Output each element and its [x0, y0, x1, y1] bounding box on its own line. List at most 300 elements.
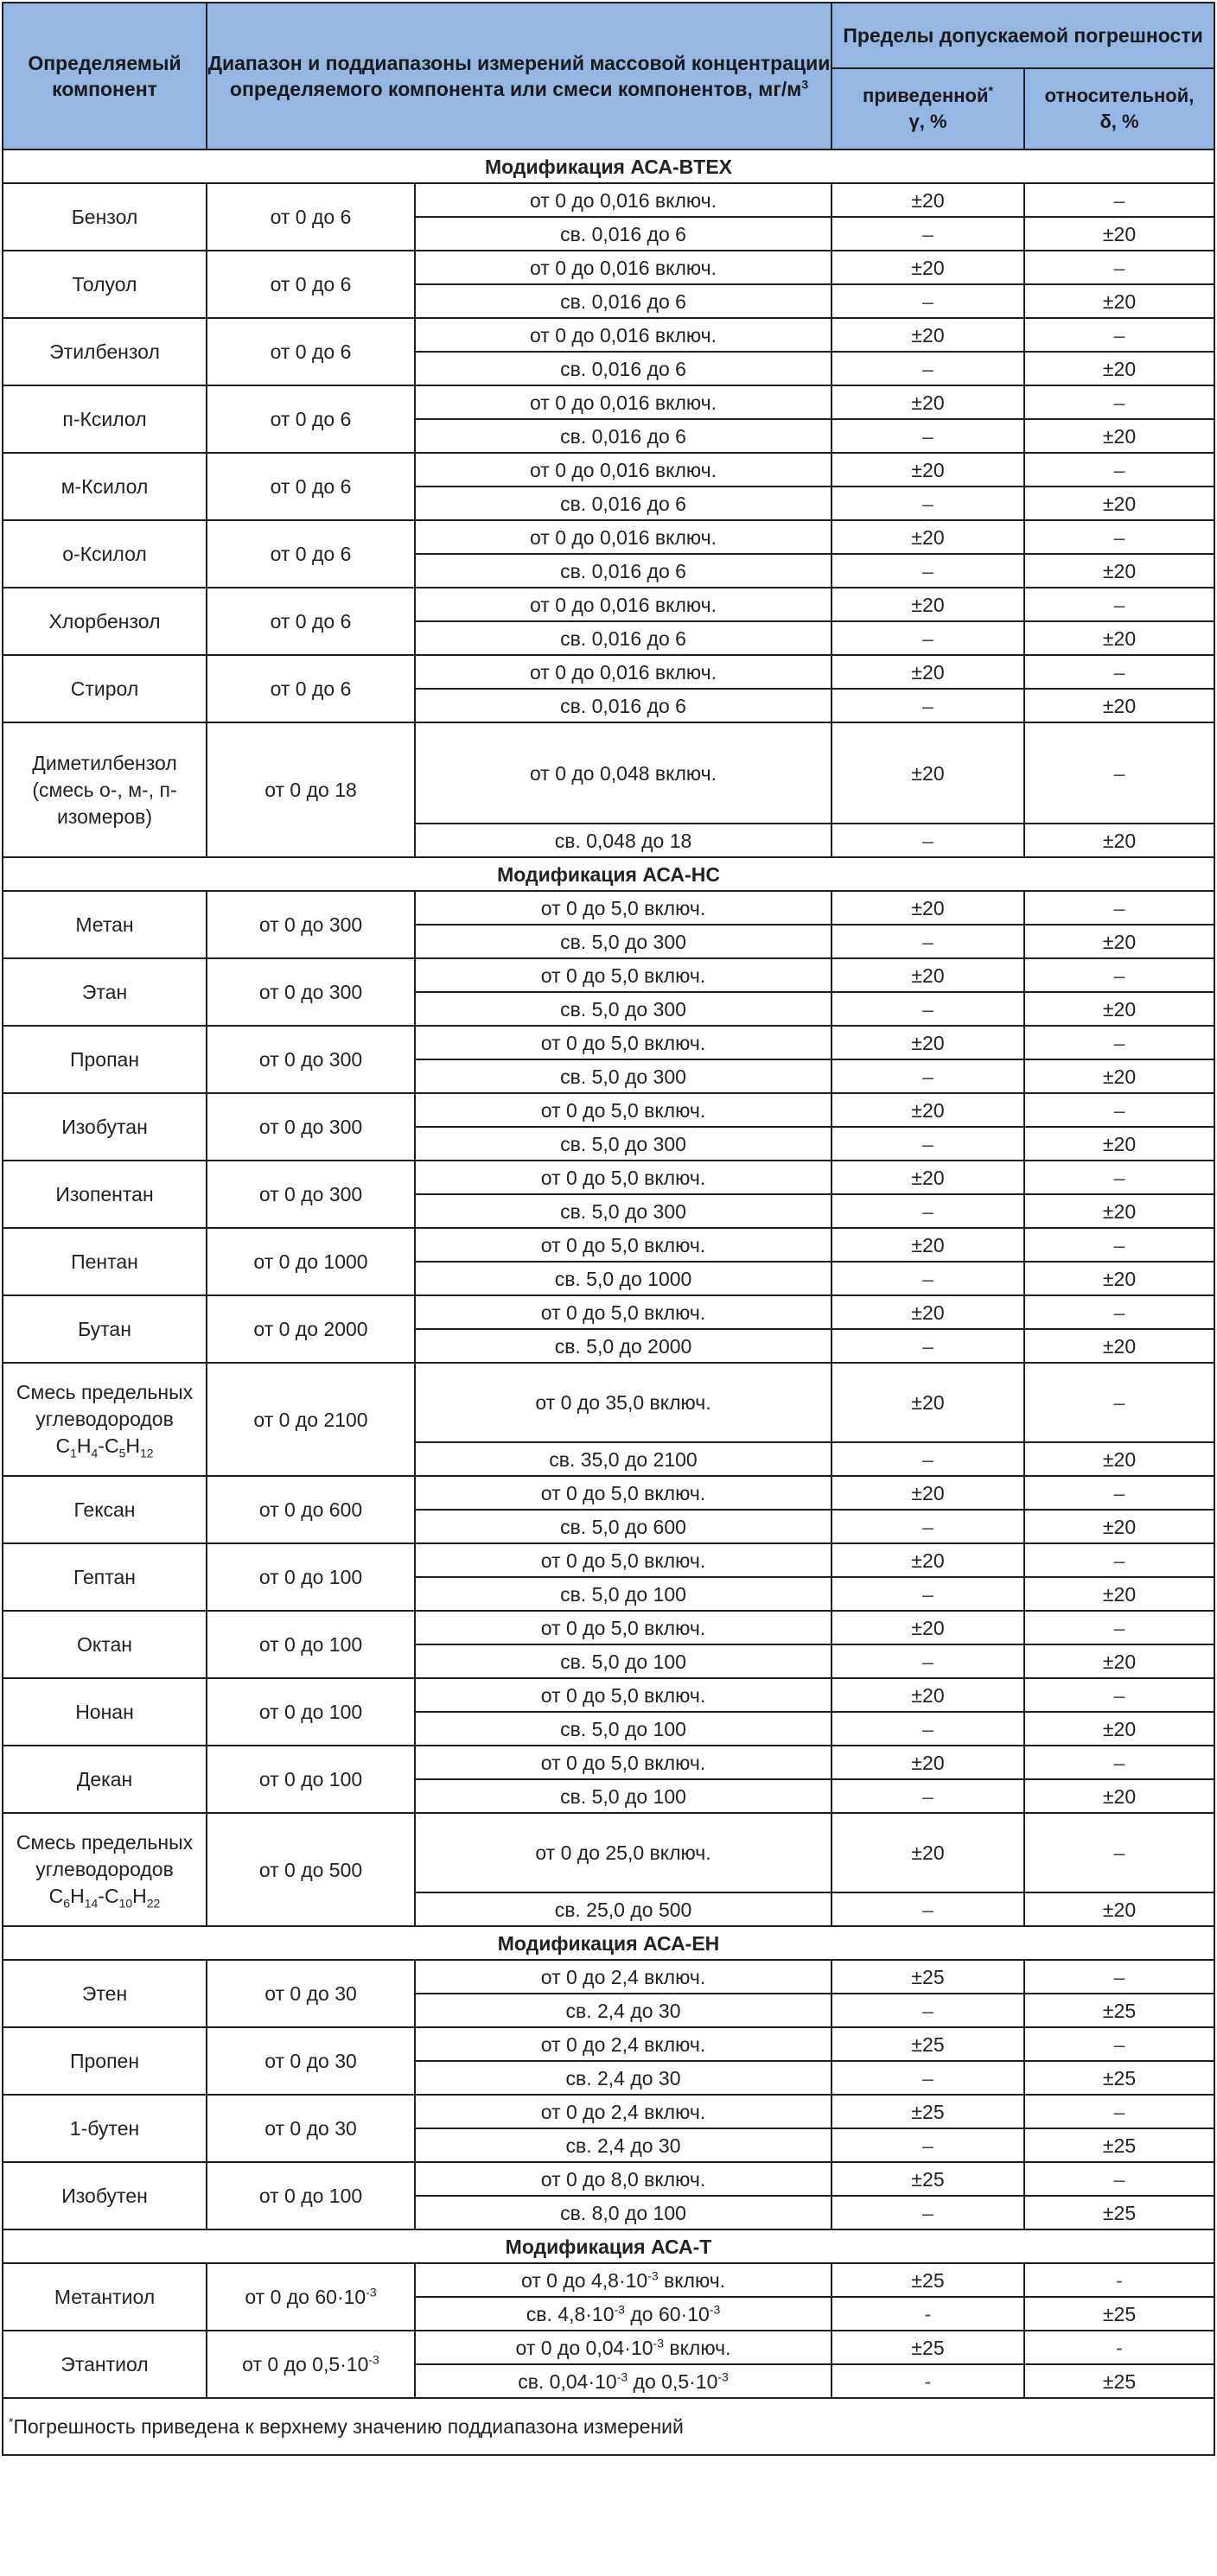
subrange-cell [415, 453, 832, 487]
range-cell [207, 2095, 415, 2162]
reduced-error: ±25 [832, 2162, 1024, 2196]
reduced-error: ±20 [832, 1678, 1024, 1712]
subrange-cell [415, 1329, 832, 1363]
relative-error: ±20 [1024, 1059, 1214, 1093]
range-value: от 0 до 6 [270, 543, 352, 565]
range-cell [207, 958, 415, 1026]
range-value: от 0 до 600 [258, 1498, 363, 1521]
reduced-error: ±25 [832, 2263, 1024, 2297]
subrange-value: св. 5,0 до 300 [560, 930, 686, 953]
subrange-cell [415, 824, 832, 857]
formula-part: -C [98, 1885, 119, 1907]
reduced-error: ±20 [832, 1026, 1024, 1059]
subrange-cell [415, 284, 832, 318]
subrange-value: от 0 до 8,0 включ. [540, 2167, 706, 2191]
range-cell [207, 453, 415, 520]
range-value: от 0 до 100 [258, 1701, 363, 1723]
subrange-cell [415, 1644, 832, 1678]
subrange-cell [415, 1194, 832, 1228]
subrange-value: от 0 до 0,016 включ. [529, 660, 717, 684]
relative-error: ±20 [1024, 1194, 1214, 1228]
subrange-value: от 0 до 5,0 включ. [540, 1031, 706, 1054]
formula-part: H [125, 1434, 140, 1457]
footnote [3, 2398, 1214, 2455]
subrange-value: св. 2,4 до 30 [565, 2066, 681, 2089]
reduced-error: – [832, 217, 1024, 251]
subrange-value: от 0 до 25,0 включ. [535, 1841, 711, 1864]
formula-part: 10 [118, 1896, 133, 1911]
relative-error: ±20 [1024, 689, 1214, 722]
table-row [3, 1746, 1214, 1779]
relative-error: - [1024, 2331, 1214, 2364]
table-body [3, 149, 1214, 2398]
relative-error: – [1024, 1295, 1214, 1329]
subrange-cell [415, 2061, 832, 2095]
reduced-error: ±20 [832, 1813, 1024, 1892]
subrange-cell [415, 1059, 832, 1093]
relative-error: ±20 [1024, 419, 1214, 453]
reduced-error: ±20 [832, 453, 1024, 487]
subrange-cell [415, 1960, 832, 1994]
reduced-error: – [832, 1329, 1024, 1363]
subrange-value: св. 0,016 до 6 [560, 357, 686, 380]
subrange-value: от 0 до 5,0 включ. [540, 896, 706, 919]
subrange-exponent: -3 [647, 2268, 659, 2282]
component-name [3, 251, 207, 318]
range-cell [207, 722, 415, 857]
subrange-cell [415, 2196, 832, 2229]
reduced-error: ±20 [832, 1161, 1024, 1194]
subrange-value: от 0 до 0,04·10 [515, 2336, 653, 2359]
relative-error: – [1024, 1813, 1214, 1892]
subrange-cell [415, 1746, 832, 1779]
subrange-cell [415, 1678, 832, 1712]
subrange-value: св. 5,0 до 1000 [554, 1267, 692, 1290]
subrange-cell [415, 1476, 832, 1510]
component-name [3, 1093, 207, 1161]
component-name [3, 318, 207, 385]
subrange-cell [415, 891, 832, 925]
subrange-value: св. 0,04·10 [518, 2369, 617, 2393]
subrange-cell [415, 2128, 832, 2162]
table-row [3, 520, 1214, 554]
subrange-middle: до 60·10 [624, 2302, 710, 2325]
range-value: от 0 до 6 [270, 677, 352, 700]
range-value: от 0 до 18 [264, 779, 357, 801]
range-value: от 0 до 300 [258, 913, 363, 936]
subrange-cell [415, 1363, 832, 1442]
range-cell [207, 2263, 415, 2331]
relative-error: – [1024, 318, 1214, 352]
subrange-cell [415, 992, 832, 1026]
header-reduced [832, 68, 1024, 149]
range-cell [207, 1543, 415, 1611]
subrange-cell [415, 1262, 832, 1295]
subrange-value: от 0 до 5,0 включ. [540, 1751, 706, 1774]
reduced-error: – [832, 419, 1024, 453]
subrange-cell [415, 1611, 832, 1644]
table-row [3, 2095, 1214, 2128]
range-value: от 0 до 6 [270, 408, 352, 430]
subrange-value: св. 0,016 до 6 [560, 289, 686, 313]
reduced-error: ±25 [832, 2095, 1024, 2128]
header-relative-label: относительной, [1044, 85, 1195, 106]
range-value: от 0 до 6 [270, 610, 352, 633]
table-row [3, 1813, 1214, 1892]
subrange-value: св. 0,016 до 6 [560, 424, 686, 448]
reduced-error: – [832, 1127, 1024, 1161]
reduced-error: ±20 [832, 1295, 1024, 1329]
subrange-value: от 0 до 2,4 включ. [540, 2100, 706, 2123]
header-reduced-symbol: γ, % [908, 111, 947, 132]
component-name [3, 1476, 207, 1543]
table-row [3, 655, 1214, 689]
reduced-error: ±20 [832, 588, 1024, 621]
subrange-cell [415, 621, 832, 655]
range-cell [207, 1476, 415, 1543]
range-value: от 0 до 30 [264, 2050, 357, 2072]
component-label: Гексан [73, 1498, 136, 1521]
relative-error: - [1024, 2263, 1214, 2297]
table-row [3, 453, 1214, 487]
relative-error: ±20 [1024, 621, 1214, 655]
relative-error: ±25 [1024, 2196, 1214, 2229]
relative-error: ±25 [1024, 2364, 1214, 2398]
range-cell [207, 891, 415, 958]
component-label: Толуол [72, 272, 137, 296]
range-cell [207, 1228, 415, 1295]
subrange-value: от 0 до 5,0 включ. [540, 1549, 706, 1572]
component-name [3, 2263, 207, 2331]
subrange-value: от 0 до 5,0 включ. [540, 1481, 706, 1504]
relative-error: ±20 [1024, 487, 1214, 520]
subrange-cell [415, 1442, 832, 1476]
subrange-value: от 0 до 0,016 включ. [529, 525, 717, 549]
relative-error: ±25 [1024, 2061, 1214, 2095]
subrange-value: от 0 до 0,048 включ. [529, 761, 717, 785]
range-value: от 0 до 30 [264, 1982, 357, 2005]
table-row [3, 1678, 1214, 1712]
component-name [3, 1228, 207, 1295]
range-value: от 0 до 1000 [253, 1250, 368, 1273]
reduced-error: ±20 [832, 318, 1024, 352]
subrange-value: св. 0,016 до 6 [560, 627, 686, 650]
reduced-error: – [832, 1892, 1024, 1926]
subrange-value: св. 8,0 до 100 [560, 2201, 686, 2224]
formula-part: -C [98, 1434, 119, 1457]
component-label: Изопентан [55, 1182, 154, 1205]
reduced-error: ±20 [832, 655, 1024, 689]
component-label: Метантиол [54, 2285, 156, 2308]
range-cell [207, 655, 415, 722]
component-formula [55, 1434, 154, 1460]
component-name [3, 1960, 207, 2027]
formula-part: 1 [70, 1446, 77, 1460]
range-value: от 0 до 0,5·10 [242, 2353, 369, 2376]
range-cell [207, 520, 415, 588]
relative-error: – [1024, 1476, 1214, 1510]
component-label: Нонан [75, 1700, 134, 1723]
relative-error: – [1024, 1960, 1214, 1994]
range-cell [207, 183, 415, 251]
subrange-cell [415, 588, 832, 621]
subrange-cell [415, 2297, 832, 2331]
component-name [3, 385, 207, 453]
table-row [3, 1363, 1214, 1442]
subrange-value: св. 5,0 до 300 [560, 1065, 686, 1088]
range-cell [207, 2331, 415, 2398]
subrange-value: от 0 до 5,0 включ. [540, 1616, 706, 1639]
range-cell [207, 385, 415, 453]
subrange-value: св. 35,0 до 2100 [549, 1447, 698, 1471]
range-value: от 0 до 100 [258, 1566, 363, 1588]
formula-part: H [76, 1434, 92, 1457]
subrange-middle: до 0,5·10 [628, 2369, 718, 2393]
reduced-error: – [832, 2196, 1024, 2229]
reduced-error: – [832, 1262, 1024, 1295]
subrange-cell [415, 1026, 832, 1059]
subrange-value: от 0 до 2,4 включ. [540, 2032, 706, 2056]
subrange-cell [415, 520, 832, 554]
header-range [207, 3, 832, 149]
subrange-exponent: -3 [717, 2369, 729, 2383]
reduced-error: ±20 [832, 891, 1024, 925]
header-reduced-label: приведенной [863, 85, 989, 106]
component-name [3, 655, 207, 722]
relative-error: – [1024, 1026, 1214, 1059]
subrange-cell [415, 1779, 832, 1813]
subrange-exponent: -3 [709, 2301, 721, 2316]
subrange-cell [415, 251, 832, 284]
section-title: Модификация АСА-ЕН [3, 1926, 1214, 1960]
component-label: Октан [77, 1632, 132, 1656]
reduced-error: ±20 [832, 520, 1024, 554]
reduced-error: – [832, 824, 1024, 857]
subrange-value: св. 0,016 до 6 [560, 559, 686, 582]
table-row [3, 1960, 1214, 1994]
reduced-error: – [832, 2128, 1024, 2162]
subrange-value: св. 5,0 до 100 [560, 1582, 686, 1606]
table-row [3, 588, 1214, 621]
component-label: Изобутен [61, 2184, 148, 2207]
component-label: п-Ксилол [62, 407, 147, 430]
relative-error: – [1024, 453, 1214, 487]
relative-error: ±20 [1024, 1329, 1214, 1363]
subrange-cell [415, 1813, 832, 1892]
range-cell [207, 2027, 415, 2095]
relative-error: – [1024, 1228, 1214, 1262]
relative-error: ±20 [1024, 1442, 1214, 1476]
component-name [3, 183, 207, 251]
reduced-error: – [832, 925, 1024, 958]
reduced-error: – [832, 554, 1024, 588]
table-row [3, 1476, 1214, 1510]
range-value: от 0 до 300 [258, 1183, 363, 1205]
relative-error: – [1024, 958, 1214, 992]
table-row [3, 958, 1214, 992]
relative-error: ±20 [1024, 1644, 1214, 1678]
relative-error: ±20 [1024, 1510, 1214, 1543]
reduced-error: ±20 [832, 1476, 1024, 1510]
reduced-error: – [832, 1577, 1024, 1611]
subrange-cell [415, 722, 832, 824]
reduced-error: – [832, 689, 1024, 722]
table-row [3, 251, 1214, 284]
table-row [3, 183, 1214, 217]
footnote-text: Погрешность приведена к верхнему значению поддиапазона измерений [13, 2415, 684, 2438]
header-reduced-mark: * [988, 83, 993, 98]
reduced-error: ±20 [832, 1093, 1024, 1127]
component-label: Бутан [78, 1317, 131, 1340]
formula-part: 6 [63, 1896, 71, 1911]
range-value: от 0 до 300 [258, 1116, 363, 1138]
relative-error: – [1024, 1678, 1214, 1712]
subrange-tail: включ. [664, 2336, 731, 2359]
component-label: м-Ксилол [61, 474, 149, 498]
subrange-tail: включ. [658, 2268, 726, 2292]
table-row [3, 722, 1214, 824]
subrange-cell [415, 419, 832, 453]
table-row [3, 1026, 1214, 1059]
subrange-value: св. 5,0 до 2000 [554, 1334, 692, 1358]
formula-part: 5 [118, 1446, 126, 1460]
subrange-cell [415, 1994, 832, 2027]
subrange-value: св. 5,0 до 300 [560, 997, 686, 1021]
reduced-error: – [832, 1779, 1024, 1813]
relative-error: – [1024, 520, 1214, 554]
table-row [3, 385, 1214, 419]
reduced-error: – [832, 992, 1024, 1026]
range-cell [207, 318, 415, 385]
subrange-cell [415, 1510, 832, 1543]
component-name [3, 2162, 207, 2229]
reduced-error: ±20 [832, 251, 1024, 284]
range-cell [207, 1678, 415, 1746]
reduced-error: ±20 [832, 1543, 1024, 1577]
specification-table [2, 2, 1215, 2456]
component-name [3, 958, 207, 1026]
relative-error: – [1024, 588, 1214, 621]
relative-error: – [1024, 2095, 1214, 2128]
subrange-cell [415, 554, 832, 588]
range-cell [207, 1746, 415, 1813]
component-label: Этантиол [61, 2352, 149, 2376]
relative-error: ±20 [1024, 1712, 1214, 1746]
formula-part: C [55, 1434, 71, 1457]
subrange-cell [415, 689, 832, 722]
subrange-cell [415, 2027, 832, 2061]
relative-error: ±20 [1024, 1577, 1214, 1611]
range-value: от 0 до 30 [264, 2117, 357, 2140]
component-label: Гептан [73, 1565, 136, 1588]
reduced-error: - [832, 2364, 1024, 2398]
subrange-value: св. 0,016 до 6 [560, 492, 686, 515]
section-title: Модификация АСА-BTEX [3, 149, 1214, 183]
component-name [3, 453, 207, 520]
range-cell [207, 1295, 415, 1363]
relative-error: – [1024, 722, 1214, 824]
relative-error: – [1024, 655, 1214, 689]
table-row [3, 1611, 1214, 1644]
subrange-value: от 0 до 0,016 включ. [529, 323, 717, 347]
subrange-value: св. 5,0 до 100 [560, 1650, 686, 1673]
subrange-cell [415, 2364, 832, 2398]
header-component: Определяемый компонент [3, 3, 207, 149]
subrange-value: св. 5,0 до 100 [560, 1784, 686, 1808]
reduced-error: ±20 [832, 958, 1024, 992]
relative-error: – [1024, 1543, 1214, 1577]
reduced-error: ±25 [832, 2027, 1024, 2061]
subrange-value: от 0 до 5,0 включ. [540, 1233, 706, 1256]
relative-error: – [1024, 1363, 1214, 1442]
formula-part: 12 [139, 1446, 154, 1460]
reduced-error: – [832, 1194, 1024, 1228]
component-label: Пропан [69, 1047, 140, 1071]
table-row [3, 2162, 1214, 2196]
subrange-cell [415, 352, 832, 385]
component-name [3, 1543, 207, 1611]
component-name [3, 1161, 207, 1228]
header-relative-symbol: δ, % [1099, 111, 1139, 132]
range-value: от 0 до 500 [258, 1858, 363, 1881]
relative-error: – [1024, 891, 1214, 925]
header-range-text: Диапазон и поддиапазоны измерений массовой концентрации определяемого компонента или смеси компонентов, мг/м [207, 52, 831, 100]
reduced-error: – [832, 352, 1024, 385]
relative-error: – [1024, 2162, 1214, 2196]
reduced-error: – [832, 1059, 1024, 1093]
component-formula [48, 1885, 161, 1911]
reduced-error: – [832, 1510, 1024, 1543]
component-label: Пентан [71, 1250, 138, 1273]
range-cell [207, 1960, 415, 2027]
subrange-value: св. 5,0 до 600 [560, 1515, 686, 1538]
formula-part: 22 [146, 1896, 161, 1911]
reduced-error: ±20 [832, 1746, 1024, 1779]
subrange-value: св. 2,4 до 30 [565, 1999, 681, 2022]
subrange-cell [415, 1543, 832, 1577]
component-name [3, 2095, 207, 2162]
subrange-cell [415, 2162, 832, 2196]
range-value: от 0 до 6 [270, 206, 352, 228]
section-title: Модификация АСА-НС [3, 857, 1214, 891]
component-label: Смесь предельных углеводородов [16, 1831, 194, 1880]
header-range-exponent: 3 [801, 77, 809, 92]
subrange-value: от 0 до 0,016 включ. [529, 391, 717, 414]
subrange-exponent: -3 [616, 2369, 628, 2383]
table-row [3, 318, 1214, 352]
reduced-error: ±20 [832, 1228, 1024, 1262]
subrange-value: от 0 до 0,016 включ. [529, 256, 717, 279]
reduced-error: ±20 [832, 1363, 1024, 1442]
component-name [3, 1026, 207, 1093]
relative-error: – [1024, 2027, 1214, 2061]
subrange-value: от 0 до 0,016 включ. [529, 458, 717, 481]
range-cell [207, 1813, 415, 1926]
reduced-error: ±20 [832, 1611, 1024, 1644]
range-value: от 0 до 2100 [253, 1408, 368, 1431]
reduced-error: ±20 [832, 385, 1024, 419]
range-value: от 0 до 2000 [253, 1318, 368, 1340]
component-label: Этилбензол [49, 340, 160, 363]
component-label: 1-бутен [69, 2116, 140, 2140]
subrange-cell [415, 1892, 832, 1926]
component-name [3, 1611, 207, 1678]
reduced-error: – [832, 1994, 1024, 2027]
relative-error: ±20 [1024, 217, 1214, 251]
relative-error: – [1024, 251, 1214, 284]
range-value: от 0 до 300 [258, 981, 363, 1003]
table-row [3, 2331, 1214, 2364]
